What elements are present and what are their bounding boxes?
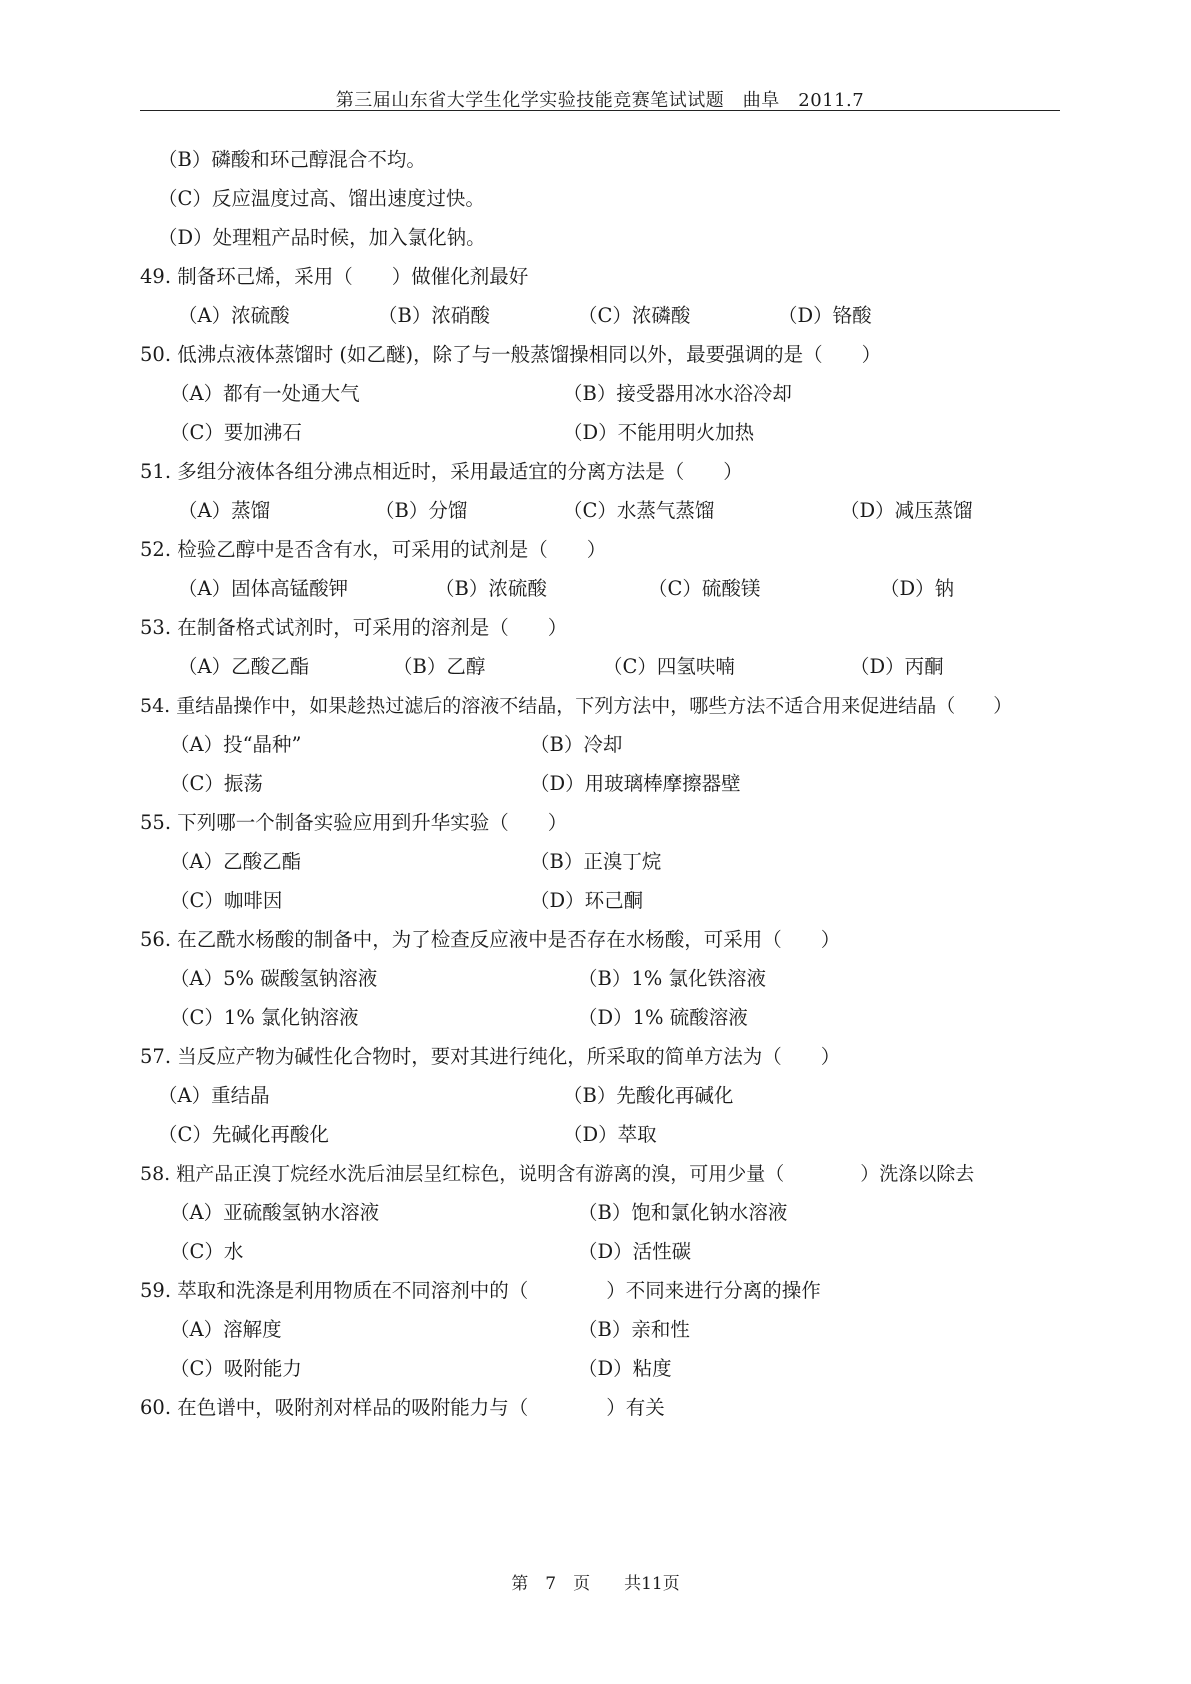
- question-57-option-b: （B）先酸化再碱化: [563, 1084, 734, 1107]
- question-51-option-b: （B）分馏: [375, 499, 468, 522]
- question-50-option-d: （D）不能用明火加热: [563, 421, 755, 444]
- continuation-option-d: （D）处理粗产品时候，加入氯化钠。: [158, 226, 486, 249]
- question-49-option-c: （C）浓磷酸: [578, 304, 691, 327]
- continuation-option-c: （C）反应温度过高、馏出速度过快。: [158, 187, 485, 210]
- question-54-stem: 54. 重结晶操作中，如果趁热过滤后的溶液不结晶，下列方法中，哪些方法不适合用来促进结晶（ ）: [140, 695, 1013, 717]
- question-49-option-d: （D）铬酸: [778, 304, 872, 327]
- question-53-option-b: （B）乙醇: [393, 655, 486, 678]
- question-55-option-d: （D）环己酮: [530, 889, 644, 912]
- question-52-option-b: （B）浓硫酸: [435, 577, 547, 600]
- question-51-stem: 51. 多组分液体各组分沸点相近时，采用最适宜的分离方法是（ ）: [140, 460, 743, 483]
- question-52-option-a: （A）固体高锰酸钾: [178, 577, 349, 600]
- question-55-stem: 55. 下列哪一个制备实验应用到升华实验（ ）: [140, 811, 568, 834]
- question-58-option-b: （B）饱和氯化钠水溶液: [578, 1201, 788, 1224]
- question-53-option-d: （D）丙酮: [850, 655, 944, 678]
- question-57-stem: 57. 当反应产物为碱性化合物时，要对其进行纯化，所采取的简单方法为（ ）: [140, 1045, 841, 1068]
- question-51-option-a: （A）蒸馏: [178, 499, 271, 522]
- question-52-option-c: （C）硫酸镁: [648, 577, 761, 600]
- question-50-stem: 50. 低沸点液体蒸馏时 (如乙醚)，除了与一般蒸馏操相同以外，最要强调的是（ ）: [140, 343, 882, 366]
- question-52-stem: 52. 检验乙醇中是否含有水，可采用的试剂是（ ）: [140, 538, 607, 561]
- question-53-stem: 53. 在制备格式试剂时，可采用的溶剂是（ ）: [140, 616, 568, 639]
- question-55-option-c: （C）咖啡因: [170, 889, 283, 912]
- question-56-option-a: （A）5% 碳酸氢钠溶液: [170, 967, 378, 990]
- question-59-option-a: （A）溶解度: [170, 1318, 282, 1341]
- question-49-option-a: （A）浓硫酸: [178, 304, 290, 327]
- question-58-option-a: （A）亚硫酸氢钠水溶液: [170, 1201, 380, 1224]
- question-56-option-b: （B）1% 氯化铁溶液: [578, 967, 766, 990]
- question-57-option-a: （A）重结晶: [158, 1084, 270, 1107]
- question-60-stem: 60. 在色谱中，吸附剂对样品的吸附能力与（ ）有关: [140, 1396, 665, 1419]
- question-59-option-c: （C）吸附能力: [170, 1357, 302, 1380]
- question-56-stem: 56. 在乙酰水杨酸的制备中，为了检查反应液中是否存在水杨酸，可采用（ ）: [140, 928, 841, 951]
- question-56-option-c: （C）1% 氯化钠溶液: [170, 1006, 359, 1029]
- question-53-option-a: （A）乙酸乙酯: [178, 655, 310, 678]
- question-59-option-d: （D）粘度: [578, 1357, 672, 1380]
- question-51-option-d: （D）减压蒸馏: [840, 499, 973, 522]
- question-49-stem: 49. 制备环己烯，采用（ ）做催化剂最好: [140, 265, 529, 288]
- question-59-option-b: （B）亲和性: [578, 1318, 690, 1341]
- question-58-option-c: （C）水: [170, 1240, 244, 1263]
- page-number: 第 7 页 共11页: [511, 1574, 680, 1594]
- question-54-option-a: （A）投“晶种”: [170, 733, 302, 756]
- question-58-option-d: （D）活性碳: [578, 1240, 692, 1263]
- question-57-option-c: （C）先碱化再酸化: [158, 1123, 329, 1146]
- question-58-stem: 58. 粗产品正溴丁烷经水洗后油层呈红棕色，说明含有游离的溴，可用少量（ ）洗涤以除去: [140, 1163, 975, 1185]
- header-title: 第三届山东省大学生化学实验技能竞赛笔试试题 曲阜 2011.7: [335, 90, 865, 111]
- question-49-option-b: （B）浓硝酸: [378, 304, 490, 327]
- question-55-option-a: （A）乙酸乙酯: [170, 850, 302, 873]
- question-53-option-c: （C）四氢呋喃: [603, 655, 735, 678]
- question-59-stem: 59. 萃取和洗涤是利用物质在不同溶剂中的（ ）不同来进行分离的操作: [140, 1279, 821, 1302]
- question-52-option-d: （D）钠: [880, 577, 955, 600]
- question-50-option-c: （C）要加沸石: [170, 421, 302, 444]
- question-51-option-c: （C）水蒸气蒸馏: [563, 499, 715, 522]
- question-50-option-a: （A）都有一处通大气: [170, 382, 360, 405]
- question-54-option-b: （B）冷却: [530, 733, 623, 756]
- question-56-option-d: （D）1% 硫酸溶液: [578, 1006, 748, 1029]
- question-55-option-b: （B）正溴丁烷: [530, 850, 662, 873]
- question-50-option-b: （B）接受器用冰水浴冷却: [563, 382, 792, 405]
- question-54-option-c: （C）振荡: [170, 772, 263, 795]
- question-57-option-d: （D）萃取: [563, 1123, 657, 1146]
- continuation-option-b: （B）磷酸和环己醇混合不均。: [158, 148, 426, 171]
- question-54-option-d: （D）用玻璃棒摩擦器壁: [530, 772, 741, 795]
